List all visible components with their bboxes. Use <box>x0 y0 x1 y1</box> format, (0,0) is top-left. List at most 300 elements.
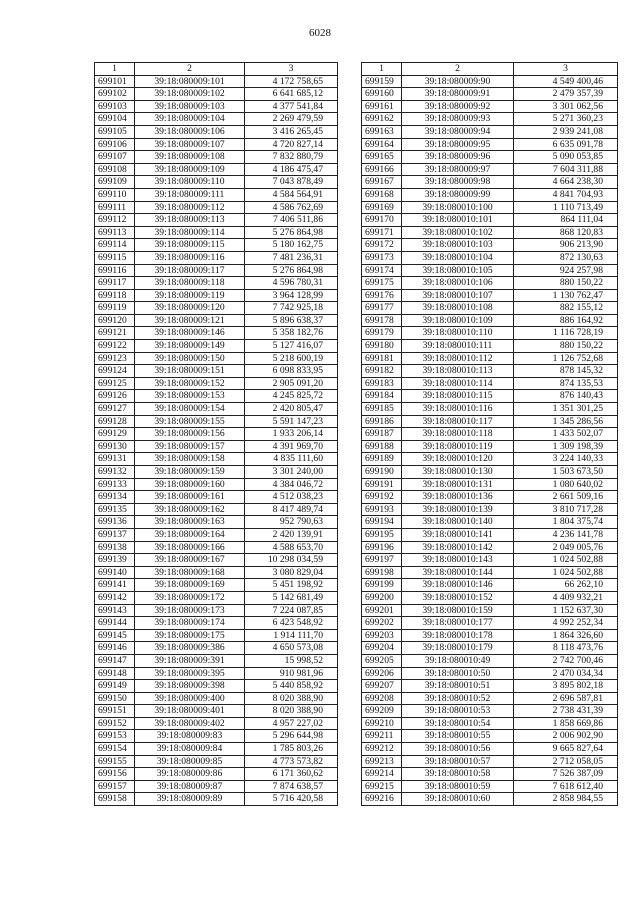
row-number-cell: 699159 <box>362 75 402 88</box>
value-cell: 10 298 034,59 <box>245 554 338 567</box>
cadastral-number-cell: 39:18:080010:113 <box>402 365 514 378</box>
value-cell: 876 140,43 <box>514 390 618 403</box>
value-cell: 2 420 805,47 <box>245 403 338 416</box>
cadastral-number-cell: 39:18:080009:103 <box>135 100 245 113</box>
value-cell: 4 588 653,70 <box>245 541 338 554</box>
row-number-cell: 699133 <box>95 478 135 491</box>
cadastral-number-cell: 39:18:080009:113 <box>135 214 245 227</box>
row-number-cell: 699102 <box>95 88 135 101</box>
value-cell: 4 186 475,47 <box>245 163 338 176</box>
cadastral-number-cell: 39:18:080010:107 <box>402 289 514 302</box>
value-cell: 9 665 827,64 <box>514 743 618 756</box>
cadastral-number-cell: 39:18:080010:152 <box>402 591 514 604</box>
table-row <box>362 239 618 252</box>
row-number-cell: 699160 <box>362 88 402 101</box>
value-cell: 4 586 762,69 <box>245 201 338 214</box>
cadastral-number-cell: 39:18:080010:146 <box>402 579 514 592</box>
cadastral-number-cell: 39:18:080009:104 <box>135 113 245 126</box>
row-number-cell: 699184 <box>362 390 402 403</box>
table-row <box>362 201 618 214</box>
row-number-cell: 699127 <box>95 403 135 416</box>
table-row <box>362 440 618 453</box>
cadastral-number-cell: 39:18:080010:104 <box>402 251 514 264</box>
table-row <box>95 340 338 353</box>
row-number-cell: 699153 <box>95 730 135 743</box>
table-row <box>95 403 338 416</box>
cadastral-number-cell: 39:18:080009:108 <box>135 151 245 164</box>
table-row <box>362 428 618 441</box>
row-number-cell: 699104 <box>95 113 135 126</box>
cadastral-number-cell: 39:18:080010:108 <box>402 302 514 315</box>
row-number-cell: 699108 <box>95 163 135 176</box>
value-cell: 906 213,90 <box>514 239 618 252</box>
value-cell: 7 043 878,49 <box>245 176 338 189</box>
row-number-cell: 699192 <box>362 491 402 504</box>
value-cell: 4 841 704,93 <box>514 188 618 201</box>
row-number-cell: 699212 <box>362 743 402 756</box>
header-cell: 2 <box>135 63 245 76</box>
value-cell: 4 835 111,60 <box>245 453 338 466</box>
value-cell: 868 120,83 <box>514 226 618 239</box>
table-row <box>362 377 618 390</box>
cadastral-number-cell: 39:18:080009:96 <box>402 151 514 164</box>
table-row <box>95 768 338 781</box>
table-row <box>95 453 338 466</box>
row-number-cell: 699214 <box>362 768 402 781</box>
table-row <box>95 365 338 378</box>
table-row <box>95 239 338 252</box>
row-number-cell: 699137 <box>95 528 135 541</box>
cadastral-number-cell: 39:18:080010:51 <box>402 680 514 693</box>
table-row <box>362 717 618 730</box>
value-cell: 7 481 236,31 <box>245 251 338 264</box>
cadastral-number-cell: 39:18:080010:136 <box>402 491 514 504</box>
value-cell: 4 172 758,65 <box>245 75 338 88</box>
value-cell: 4 596 780,31 <box>245 277 338 290</box>
row-number-cell: 699144 <box>95 617 135 630</box>
cadastral-number-cell: 39:18:080009:85 <box>135 755 245 768</box>
row-number-cell: 699156 <box>95 768 135 781</box>
header-cell: 1 <box>362 63 402 76</box>
value-cell: 910 981,96 <box>245 667 338 680</box>
header-row <box>95 63 338 76</box>
cadastral-number-cell: 39:18:080010:102 <box>402 226 514 239</box>
cadastral-number-cell: 39:18:080009:162 <box>135 503 245 516</box>
table-row <box>95 352 338 365</box>
table-row <box>95 440 338 453</box>
row-number-cell: 699157 <box>95 780 135 793</box>
cadastral-number-cell: 39:18:080010:120 <box>402 453 514 466</box>
value-cell: 2 939 241,08 <box>514 125 618 138</box>
table-row <box>362 340 618 353</box>
table-row <box>362 226 618 239</box>
cadastral-number-cell: 39:18:080009:95 <box>402 138 514 151</box>
row-number-cell: 699120 <box>95 314 135 327</box>
table-row <box>95 503 338 516</box>
value-cell: 7 618 612,40 <box>514 780 618 793</box>
row-number-cell: 699199 <box>362 579 402 592</box>
value-cell: 4 957 227,02 <box>245 717 338 730</box>
value-cell: 5 218 600,19 <box>245 352 338 365</box>
table-row <box>362 251 618 264</box>
right-table <box>361 62 618 806</box>
value-cell: 1 804 375,74 <box>514 516 618 529</box>
row-number-cell: 699167 <box>362 176 402 189</box>
cadastral-number-cell: 39:18:080009:173 <box>135 604 245 617</box>
row-number-cell: 699135 <box>95 503 135 516</box>
value-cell: 2 696 587,81 <box>514 692 618 705</box>
value-cell: 1 152 637,30 <box>514 604 618 617</box>
table-row <box>95 415 338 428</box>
table-row <box>362 415 618 428</box>
cadastral-number-cell: 39:18:080010:112 <box>402 352 514 365</box>
value-cell: 2 742 700,46 <box>514 654 618 667</box>
cadastral-number-cell: 39:18:080010:59 <box>402 780 514 793</box>
value-cell: 924 257,98 <box>514 264 618 277</box>
value-cell: 6 098 833,95 <box>245 365 338 378</box>
table-row <box>362 554 618 567</box>
cadastral-number-cell: 39:18:080010:119 <box>402 440 514 453</box>
value-cell: 3 301 062,56 <box>514 100 618 113</box>
value-cell: 2 049 005,76 <box>514 541 618 554</box>
value-cell: 2 738 431,39 <box>514 705 618 718</box>
table-row <box>95 780 338 793</box>
cadastral-number-cell: 39:18:080010:110 <box>402 327 514 340</box>
cadastral-number-cell: 39:18:080009:107 <box>135 138 245 151</box>
table-row <box>362 503 618 516</box>
table-row <box>95 125 338 138</box>
table-row <box>95 667 338 680</box>
table-row <box>95 642 338 655</box>
row-number-cell: 699207 <box>362 680 402 693</box>
cadastral-number-cell: 39:18:080009:97 <box>402 163 514 176</box>
row-number-cell: 699208 <box>362 692 402 705</box>
row-number-cell: 699201 <box>362 604 402 617</box>
table-row <box>362 604 618 617</box>
cadastral-number-cell: 39:18:080010:54 <box>402 717 514 730</box>
cadastral-number-cell: 39:18:080010:179 <box>402 642 514 655</box>
row-number-cell: 699183 <box>362 377 402 390</box>
value-cell: 1 345 286,56 <box>514 415 618 428</box>
cadastral-number-cell: 39:18:080010:55 <box>402 730 514 743</box>
row-number-cell: 699103 <box>95 100 135 113</box>
row-number-cell: 699210 <box>362 717 402 730</box>
table-row <box>95 226 338 239</box>
cadastral-number-cell: 39:18:080009:86 <box>135 768 245 781</box>
row-number-cell: 699197 <box>362 554 402 567</box>
row-number-cell: 699198 <box>362 566 402 579</box>
row-number-cell: 699177 <box>362 302 402 315</box>
value-cell: 5 142 681,49 <box>245 591 338 604</box>
value-cell: 4 773 573,82 <box>245 755 338 768</box>
row-number-cell: 699111 <box>95 201 135 214</box>
table-row <box>362 100 618 113</box>
table-row <box>362 591 618 604</box>
table-row <box>95 163 338 176</box>
cadastral-number-cell: 39:18:080009:118 <box>135 277 245 290</box>
table-row <box>362 667 618 680</box>
cadastral-number-cell: 39:18:080009:121 <box>135 314 245 327</box>
cadastral-number-cell: 39:18:080009:110 <box>135 176 245 189</box>
value-cell: 1 130 762,47 <box>514 289 618 302</box>
table-row <box>362 768 618 781</box>
cadastral-number-cell: 39:18:080010:49 <box>402 654 514 667</box>
table-row <box>362 579 618 592</box>
row-number-cell: 699162 <box>362 113 402 126</box>
row-number-cell: 699132 <box>95 466 135 479</box>
row-number-cell: 699215 <box>362 780 402 793</box>
table-row <box>362 755 618 768</box>
table-row <box>362 88 618 101</box>
row-number-cell: 699107 <box>95 151 135 164</box>
cadastral-number-cell: 39:18:080009:92 <box>402 100 514 113</box>
cadastral-number-cell: 39:18:080009:83 <box>135 730 245 743</box>
table-row <box>362 403 618 416</box>
row-number-cell: 699181 <box>362 352 402 365</box>
cadastral-number-cell: 39:18:080010:58 <box>402 768 514 781</box>
cadastral-number-cell: 39:18:080009:168 <box>135 566 245 579</box>
row-number-cell: 699209 <box>362 705 402 718</box>
cadastral-number-cell: 39:18:080009:161 <box>135 491 245 504</box>
value-cell: 4 664 238,30 <box>514 176 618 189</box>
header-cell: 3 <box>514 63 618 76</box>
cadastral-number-cell: 39:18:080009:169 <box>135 579 245 592</box>
row-number-cell: 699110 <box>95 188 135 201</box>
row-number-cell: 699123 <box>95 352 135 365</box>
table-row <box>362 705 618 718</box>
cadastral-number-cell: 39:18:080010:50 <box>402 667 514 680</box>
row-number-cell: 699136 <box>95 516 135 529</box>
value-cell: 6 641 685,12 <box>245 88 338 101</box>
row-number-cell: 699194 <box>362 516 402 529</box>
row-number-cell: 699155 <box>95 755 135 768</box>
cadastral-number-cell: 39:18:080010:52 <box>402 692 514 705</box>
cadastral-number-cell: 39:18:080009:106 <box>135 125 245 138</box>
table-row <box>362 466 618 479</box>
row-number-cell: 699205 <box>362 654 402 667</box>
value-cell: 7 742 925,18 <box>245 302 338 315</box>
table-row <box>362 390 618 403</box>
value-cell: 4 720 827,14 <box>245 138 338 151</box>
cadastral-number-cell: 39:18:080009:166 <box>135 541 245 554</box>
table-row <box>95 680 338 693</box>
value-cell: 874 135,53 <box>514 377 618 390</box>
value-cell: 15 998,52 <box>245 654 338 667</box>
row-number-cell: 699187 <box>362 428 402 441</box>
row-number-cell: 699113 <box>95 226 135 239</box>
table-row <box>95 478 338 491</box>
cadastral-number-cell: 39:18:080010:118 <box>402 428 514 441</box>
cadastral-number-cell: 39:18:080010:143 <box>402 554 514 567</box>
table-row <box>362 478 618 491</box>
row-number-cell: 699213 <box>362 755 402 768</box>
row-number-cell: 699164 <box>362 138 402 151</box>
cadastral-number-cell: 39:18:080010:57 <box>402 755 514 768</box>
value-cell: 1 126 752,68 <box>514 352 618 365</box>
cadastral-number-cell: 39:18:080009:116 <box>135 251 245 264</box>
row-number-cell: 699138 <box>95 541 135 554</box>
table-row <box>362 327 618 340</box>
cadastral-number-cell: 39:18:080010:130 <box>402 466 514 479</box>
cadastral-number-cell: 39:18:080010:141 <box>402 528 514 541</box>
row-number-cell: 699174 <box>362 264 402 277</box>
value-cell: 8 118 473,76 <box>514 642 618 655</box>
cadastral-number-cell: 39:18:080009:93 <box>402 113 514 126</box>
value-cell: 6 635 091,78 <box>514 138 618 151</box>
table-row <box>95 277 338 290</box>
table-row <box>95 692 338 705</box>
value-cell: 4 549 400,46 <box>514 75 618 88</box>
page-number: 6028 <box>309 27 331 39</box>
value-cell: 880 150,22 <box>514 277 618 290</box>
table-row <box>95 188 338 201</box>
value-cell: 3 895 802,18 <box>514 680 618 693</box>
value-cell: 5 591 147,23 <box>245 415 338 428</box>
row-number-cell: 699195 <box>362 528 402 541</box>
cadastral-number-cell: 39:18:080009:401 <box>135 705 245 718</box>
row-number-cell: 699186 <box>362 415 402 428</box>
cadastral-number-cell: 39:18:080009:84 <box>135 743 245 756</box>
cadastral-number-cell: 39:18:080009:146 <box>135 327 245 340</box>
table-row <box>95 554 338 567</box>
table-row <box>95 428 338 441</box>
cadastral-number-cell: 39:18:080009:98 <box>402 176 514 189</box>
value-cell: 7 406 511,86 <box>245 214 338 227</box>
table-row <box>95 88 338 101</box>
cadastral-number-cell: 39:18:080009:152 <box>135 377 245 390</box>
cadastral-number-cell: 39:18:080009:167 <box>135 554 245 567</box>
row-number-cell: 699143 <box>95 604 135 617</box>
cadastral-number-cell: 39:18:080009:115 <box>135 239 245 252</box>
value-cell: 5 127 416,07 <box>245 340 338 353</box>
value-cell: 6 171 360,62 <box>245 768 338 781</box>
value-cell: 4 384 046,72 <box>245 478 338 491</box>
table-row <box>95 717 338 730</box>
cadastral-number-cell: 39:18:080009:91 <box>402 88 514 101</box>
table-row <box>95 629 338 642</box>
row-number-cell: 699190 <box>362 466 402 479</box>
table-row <box>95 654 338 667</box>
cadastral-number-cell: 39:18:080010:114 <box>402 377 514 390</box>
row-number-cell: 699206 <box>362 667 402 680</box>
table-row <box>362 793 618 806</box>
cadastral-number-cell: 39:18:080009:402 <box>135 717 245 730</box>
value-cell: 5 276 864,98 <box>245 264 338 277</box>
row-number-cell: 699117 <box>95 277 135 290</box>
header-cell: 1 <box>95 63 135 76</box>
value-cell: 1 785 803,26 <box>245 743 338 756</box>
row-number-cell: 699114 <box>95 239 135 252</box>
table-row <box>95 579 338 592</box>
cadastral-number-cell: 39:18:080010:117 <box>402 415 514 428</box>
value-cell: 4 992 252,34 <box>514 617 618 630</box>
row-number-cell: 699182 <box>362 365 402 378</box>
table-row <box>95 264 338 277</box>
value-cell: 5 440 858,92 <box>245 680 338 693</box>
cadastral-number-cell: 39:18:080009:87 <box>135 780 245 793</box>
cadastral-number-cell: 39:18:080009:112 <box>135 201 245 214</box>
cadastral-number-cell: 39:18:080010:105 <box>402 264 514 277</box>
cadastral-number-cell: 39:18:080010:139 <box>402 503 514 516</box>
value-cell: 1 309 198,39 <box>514 440 618 453</box>
value-cell: 886 164,92 <box>514 314 618 327</box>
cadastral-number-cell: 39:18:080010:106 <box>402 277 514 290</box>
value-cell: 5 451 198,92 <box>245 579 338 592</box>
row-number-cell: 699200 <box>362 591 402 604</box>
table-row <box>95 314 338 327</box>
row-number-cell: 699189 <box>362 453 402 466</box>
row-number-cell: 699191 <box>362 478 402 491</box>
row-number-cell: 699126 <box>95 390 135 403</box>
cadastral-number-cell: 39:18:080009:400 <box>135 692 245 705</box>
value-cell: 880 150,22 <box>514 340 618 353</box>
row-number-cell: 699203 <box>362 629 402 642</box>
table-row <box>95 151 338 164</box>
value-cell: 952 790,63 <box>245 516 338 529</box>
row-number-cell: 699211 <box>362 730 402 743</box>
value-cell: 2 905 091,20 <box>245 377 338 390</box>
value-cell: 3 416 265,45 <box>245 125 338 138</box>
row-number-cell: 699130 <box>95 440 135 453</box>
cadastral-number-cell: 39:18:080009:156 <box>135 428 245 441</box>
row-number-cell: 699118 <box>95 289 135 302</box>
row-number-cell: 699139 <box>95 554 135 567</box>
value-cell: 3 810 717,28 <box>514 503 618 516</box>
cadastral-number-cell: 39:18:080009:89 <box>135 793 245 806</box>
value-cell: 2 006 902,90 <box>514 730 618 743</box>
value-cell: 2 269 479,59 <box>245 113 338 126</box>
cadastral-number-cell: 39:18:080009:398 <box>135 680 245 693</box>
value-cell: 882 155,12 <box>514 302 618 315</box>
cadastral-number-cell: 39:18:080010:142 <box>402 541 514 554</box>
row-number-cell: 699161 <box>362 100 402 113</box>
value-cell: 6 423 548,92 <box>245 617 338 630</box>
value-cell: 1 024 502,88 <box>514 566 618 579</box>
cadastral-number-cell: 39:18:080010:144 <box>402 566 514 579</box>
value-cell: 4 409 932,21 <box>514 591 618 604</box>
row-number-cell: 699121 <box>95 327 135 340</box>
table-row <box>362 75 618 88</box>
cadastral-number-cell: 39:18:080009:94 <box>402 125 514 138</box>
table-row <box>95 390 338 403</box>
table-row <box>362 302 618 315</box>
table-row <box>362 188 618 201</box>
cadastral-number-cell: 39:18:080010:101 <box>402 214 514 227</box>
cadastral-number-cell: 39:18:080009:160 <box>135 478 245 491</box>
row-number-cell: 699188 <box>362 440 402 453</box>
table-row <box>362 453 618 466</box>
row-number-cell: 699140 <box>95 566 135 579</box>
value-cell: 3 224 140,33 <box>514 453 618 466</box>
cadastral-number-cell: 39:18:080009:151 <box>135 365 245 378</box>
row-number-cell: 699149 <box>95 680 135 693</box>
table-row <box>95 516 338 529</box>
table-row <box>362 680 618 693</box>
row-number-cell: 699112 <box>95 214 135 227</box>
cadastral-number-cell: 39:18:080009:154 <box>135 403 245 416</box>
table-row <box>362 541 618 554</box>
cadastral-number-cell: 39:18:080010:100 <box>402 201 514 214</box>
cadastral-number-cell: 39:18:080009:109 <box>135 163 245 176</box>
row-number-cell: 699150 <box>95 692 135 705</box>
cadastral-number-cell: 39:18:080009:111 <box>135 188 245 201</box>
row-number-cell: 699170 <box>362 214 402 227</box>
table-row <box>95 566 338 579</box>
table-row <box>95 289 338 302</box>
cadastral-number-cell: 39:18:080009:395 <box>135 667 245 680</box>
table-row <box>95 466 338 479</box>
row-number-cell: 699146 <box>95 642 135 655</box>
